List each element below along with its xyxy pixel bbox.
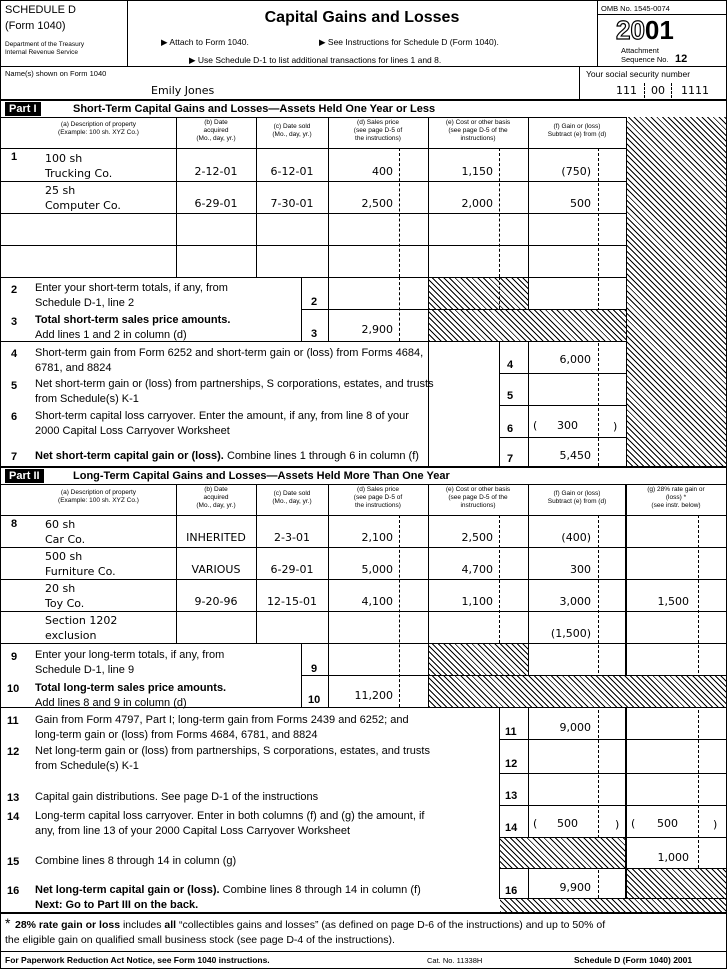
row-description[interactable]: 100 sh bbox=[45, 152, 83, 165]
line-15-value[interactable]: 1,000 bbox=[657, 851, 689, 864]
row-description[interactable]: 500 sh bbox=[45, 550, 83, 563]
line-13-box: 13 bbox=[505, 790, 518, 802]
footnote-star: * bbox=[5, 915, 11, 931]
tax-year: 2001 bbox=[616, 15, 674, 45]
attach-instruction: ▶ Attach to Form 1040. bbox=[161, 37, 249, 47]
line-14-box: 14 bbox=[505, 822, 518, 834]
line-5-text: Net short-term gain or (loss) from partnerships, S corporations, estates, and trusts from Schedule(s) K-1 bbox=[35, 378, 434, 405]
line-14-number: 14 bbox=[7, 811, 20, 823]
line-11-number: 11 bbox=[7, 715, 19, 727]
p2-col-b-header: (b) Date acquired (Mo., day, yr.) bbox=[196, 486, 236, 509]
irs-label: Internal Revenue Service bbox=[5, 49, 78, 56]
part2-title: Long-Term Capital Gains and Losses—Assets Held More Than One Year bbox=[73, 470, 450, 482]
line-5-number: 5 bbox=[11, 380, 18, 392]
row-date-sold[interactable]: 12-15-01 bbox=[267, 595, 317, 608]
line-4-box: 4 bbox=[507, 359, 514, 371]
ssn-part3[interactable]: 1111 bbox=[681, 84, 709, 97]
col-d-header: (d) Sales price (see page D-5 of the instructions) bbox=[353, 119, 403, 142]
row-gain-loss[interactable]: 500 bbox=[570, 197, 591, 210]
row-cost-basis[interactable]: 2,000 bbox=[461, 197, 493, 210]
row-gain-loss[interactable]: (1,500) bbox=[550, 627, 591, 640]
line-16-box: 16 bbox=[505, 885, 518, 897]
col-c-header: (c) Date sold (Mo., day, yr.) bbox=[272, 123, 312, 138]
row-sales-price[interactable]: 4,100 bbox=[361, 595, 393, 608]
line-15-text: Combine lines 8 through 14 in column (g) bbox=[35, 855, 237, 867]
row-cost-basis[interactable]: 1,150 bbox=[461, 165, 493, 178]
line-3-number: 3 bbox=[11, 316, 18, 328]
attachment-label: Attachment bbox=[621, 46, 659, 55]
sequence-number: 12 bbox=[675, 53, 688, 65]
row-cost-basis[interactable]: 1,100 bbox=[461, 595, 493, 608]
line-1-number: 1 bbox=[11, 151, 18, 163]
use-d1-instruction: ▶ Use Schedule D-1 to list additional transactions for lines 1 and 8. bbox=[189, 55, 442, 65]
line-14-f-value[interactable]: 500 bbox=[557, 817, 578, 830]
ssn-label: Your social security number bbox=[586, 69, 691, 79]
line-9-box: 9 bbox=[311, 663, 318, 675]
row-description[interactable]: Trucking Co. bbox=[45, 167, 113, 180]
row-sales-price[interactable]: 5,000 bbox=[361, 563, 393, 576]
col-e-header: (e) Cost or other basis (see page D-5 of the instructions) bbox=[445, 119, 511, 142]
p2-col-c-header: (c) Date sold (Mo., day, yr.) bbox=[272, 490, 312, 505]
row-description[interactable]: Computer Co. bbox=[45, 199, 121, 212]
line-14-paren-open: ( bbox=[533, 817, 538, 830]
p2-col-e-header: (e) Cost or other basis (see page D-5 of the instructions) bbox=[445, 486, 511, 509]
catalog-number: Cat. No. 11338H bbox=[427, 956, 483, 965]
footnote-line-2: the eligible gain on qualified small business stock (see page D-4 of the instructions). bbox=[5, 934, 395, 946]
line-12-text: Net long-term gain or (loss) from partnerships, S corporations, estates, and trusts from Schedule(s) K-1 bbox=[35, 745, 430, 772]
taxpayer-name[interactable]: Emily Jones bbox=[151, 84, 215, 97]
line-6-paren-close: ) bbox=[613, 420, 618, 433]
line-14-text: Long-term capital loss carryover. Enter in both columns (f) and (g) the amount, if any, from line 13 of your 2000 Capital Loss Carryover Worksheet bbox=[35, 810, 425, 837]
line-11-value[interactable]: 9,000 bbox=[559, 721, 591, 734]
line-3-text: Total short-term sales price amounts. Add lines 1 and 2 in column (d) bbox=[35, 314, 231, 341]
row-sales-price[interactable]: 400 bbox=[372, 165, 393, 178]
dept-label: Department of the Treasury bbox=[5, 41, 85, 48]
line-7-number: 7 bbox=[11, 451, 18, 463]
line-14-g-paren-close: ) bbox=[713, 818, 718, 831]
line-16-number: 16 bbox=[7, 885, 20, 897]
row-date-sold[interactable]: 6-29-01 bbox=[270, 563, 314, 576]
line-15-hatch bbox=[500, 838, 625, 868]
line-14-g-paren-open: ( bbox=[631, 817, 636, 830]
paperwork-notice: For Paperwork Reduction Act Notice, see Form 1040 instructions. bbox=[5, 955, 270, 965]
row-gain-loss[interactable]: (750) bbox=[561, 165, 591, 178]
line-6-paren-open: ( bbox=[533, 419, 538, 432]
line-3-value[interactable]: 2,900 bbox=[361, 323, 393, 336]
row-description[interactable]: Furniture Co. bbox=[45, 565, 116, 578]
row-sales-price[interactable]: 2,500 bbox=[361, 197, 393, 210]
line-2-hatch bbox=[429, 278, 528, 309]
line-3-box: 3 bbox=[311, 328, 318, 340]
row-description[interactable]: 20 sh bbox=[45, 582, 76, 595]
col-f-header: (f) Gain or (loss) Subtract (e) from (d) bbox=[547, 123, 607, 138]
p2-col-a-header: (a) Description of property (Example: 100 sh. XYZ Co.) bbox=[58, 489, 139, 504]
row-date-acquired[interactable]: 2-12-01 bbox=[194, 165, 238, 178]
line-11-text: Gain from Form 4797, Part I; long-term gain from Forms 2439 and 6252; and long-term gain or (loss) from Forms 4684, 6781, and 8824 bbox=[35, 714, 409, 741]
line-12-number: 12 bbox=[7, 746, 20, 758]
line-16-text: Net long-term capital gain or (loss). Combine lines 8 through 14 in column (f) Next: Go to Part III on the back. bbox=[35, 884, 421, 911]
col-b-header: (b) Date acquired (Mo., day, yr.) bbox=[196, 119, 236, 142]
line-4-number: 4 bbox=[11, 348, 18, 360]
omb-number: OMB No. 1545-0074 bbox=[601, 4, 670, 13]
sequence-label: Sequence No. bbox=[621, 55, 669, 64]
line-10-hatch bbox=[429, 676, 726, 707]
line-12-box: 12 bbox=[505, 758, 518, 770]
line-5-box: 5 bbox=[507, 390, 514, 402]
line-15-number: 15 bbox=[7, 856, 20, 868]
line-13-text: Capital gain distributions. See page D-1 of the instructions bbox=[35, 791, 319, 803]
see-instructions: ▶ See Instructions for Schedule D (Form 1040). bbox=[319, 37, 499, 47]
row-date-acquired[interactable]: 6-29-01 bbox=[194, 197, 238, 210]
row-description[interactable]: Car Co. bbox=[45, 533, 86, 546]
line-16-bottom-hatch bbox=[500, 899, 726, 912]
line-7-value[interactable]: 5,450 bbox=[559, 449, 591, 462]
line-14-paren-close: ) bbox=[615, 818, 620, 831]
ssn-part2[interactable]: 00 bbox=[651, 84, 665, 97]
form-title: Capital Gains and Losses bbox=[264, 9, 460, 26]
row-gain-loss[interactable]: (400) bbox=[561, 531, 591, 544]
row-28pct-gain[interactable]: 1,500 bbox=[657, 595, 689, 608]
row-cost-basis[interactable]: 2,500 bbox=[461, 531, 493, 544]
part1-label: Part I bbox=[5, 102, 41, 116]
row-description[interactable]: Toy Co. bbox=[45, 597, 85, 610]
line-9-hatch bbox=[429, 644, 528, 675]
line-14-g-value[interactable]: 500 bbox=[657, 817, 678, 830]
row-description[interactable]: exclusion bbox=[45, 629, 97, 642]
line-7-text: Net short-term capital gain or (loss). Combine lines 1 through 6 in column (f) bbox=[35, 450, 419, 462]
line-10-box: 10 bbox=[308, 694, 321, 706]
part1-title: Short-Term Capital Gains and Losses—Assets Held One Year or Less bbox=[73, 103, 436, 115]
row-gain-loss[interactable]: 3,000 bbox=[559, 595, 591, 608]
line-6-value[interactable]: 300 bbox=[557, 419, 578, 432]
row-cost-basis[interactable]: 4,700 bbox=[461, 563, 493, 576]
p2-col-f-header: (f) Gain or (loss) Subtract (e) from (d) bbox=[547, 490, 607, 505]
name-label: Name(s) shown on Form 1040 bbox=[5, 69, 107, 78]
p2-col-d-header: (d) Sales price (see page D-5 of the instructions) bbox=[353, 486, 403, 509]
line-8-number: 8 bbox=[11, 518, 18, 530]
row-date-sold[interactable]: 2-3-01 bbox=[274, 531, 310, 544]
line-9-text: Enter your long-term totals, if any, from Schedule D-1, line 9 bbox=[35, 649, 225, 676]
col-g-header: (g) 28% rate gain or (loss) * (see instr. below) bbox=[647, 486, 705, 509]
line-2-number: 2 bbox=[11, 284, 18, 296]
row-date-sold[interactable]: 6-12-01 bbox=[270, 165, 314, 178]
schedule-label: SCHEDULE D bbox=[5, 4, 76, 16]
ssn-part1[interactable]: 111 bbox=[616, 84, 637, 97]
line-3-hatch bbox=[429, 310, 626, 341]
line-10-value[interactable]: 11,200 bbox=[354, 689, 393, 702]
line-16-value[interactable]: 9,900 bbox=[559, 881, 591, 894]
line-4-text: Short-term gain from Form 6252 and short-term gain or (loss) from Forms 4684, 6781, and 8824 bbox=[35, 347, 424, 374]
row-date-acquired[interactable]: INHERITED bbox=[186, 531, 246, 544]
line-9-number: 9 bbox=[11, 651, 18, 663]
part2-label: Part II bbox=[5, 469, 44, 483]
line-13-number: 13 bbox=[7, 792, 20, 804]
footnote-line-1: 28% rate gain or loss includes all “collectibles gains and losses” (as defined on page D-6 of the instructions) and up to 50% of bbox=[15, 919, 606, 931]
row-date-acquired[interactable]: VARIOUS bbox=[191, 563, 241, 576]
row-date-acquired[interactable]: 9-20-96 bbox=[194, 595, 238, 608]
row-sales-price[interactable]: 2,100 bbox=[361, 531, 393, 544]
line-10-number: 10 bbox=[7, 683, 20, 695]
line-2-text: Enter your short-term totals, if any, from Schedule D-1, line 2 bbox=[35, 282, 228, 309]
row-description[interactable]: 60 sh bbox=[45, 518, 76, 531]
form-ref: (Form 1040) bbox=[5, 20, 66, 32]
line-10-text: Total long-term sales price amounts. Add lines 8 and 9 in column (d) bbox=[35, 682, 227, 709]
row-description[interactable]: Section 1202 bbox=[45, 614, 118, 627]
row-gain-loss[interactable]: 300 bbox=[570, 563, 591, 576]
line-2-box: 2 bbox=[311, 296, 318, 308]
line-7-box: 7 bbox=[507, 453, 514, 465]
line-6-text: Short-term capital loss carryover. Enter the amount, if any, from line 8 of your 2000 Capital Loss Carryover Worksheet bbox=[35, 410, 409, 437]
form-footer-id: Schedule D (Form 1040) 2001 bbox=[574, 955, 693, 965]
line-6-box: 6 bbox=[507, 423, 514, 435]
row-date-sold[interactable]: 7-30-01 bbox=[270, 197, 314, 210]
line-6-number: 6 bbox=[11, 411, 18, 423]
line-11-box: 11 bbox=[505, 726, 517, 738]
line-4-value[interactable]: 6,000 bbox=[559, 353, 591, 366]
line-16-hatch bbox=[627, 869, 726, 898]
row-description[interactable]: 25 sh bbox=[45, 184, 76, 197]
part1-hatched-area bbox=[626, 117, 726, 466]
col-a-header: (a) Description of property (Example: 100 sh. XYZ Co.) bbox=[58, 121, 139, 136]
